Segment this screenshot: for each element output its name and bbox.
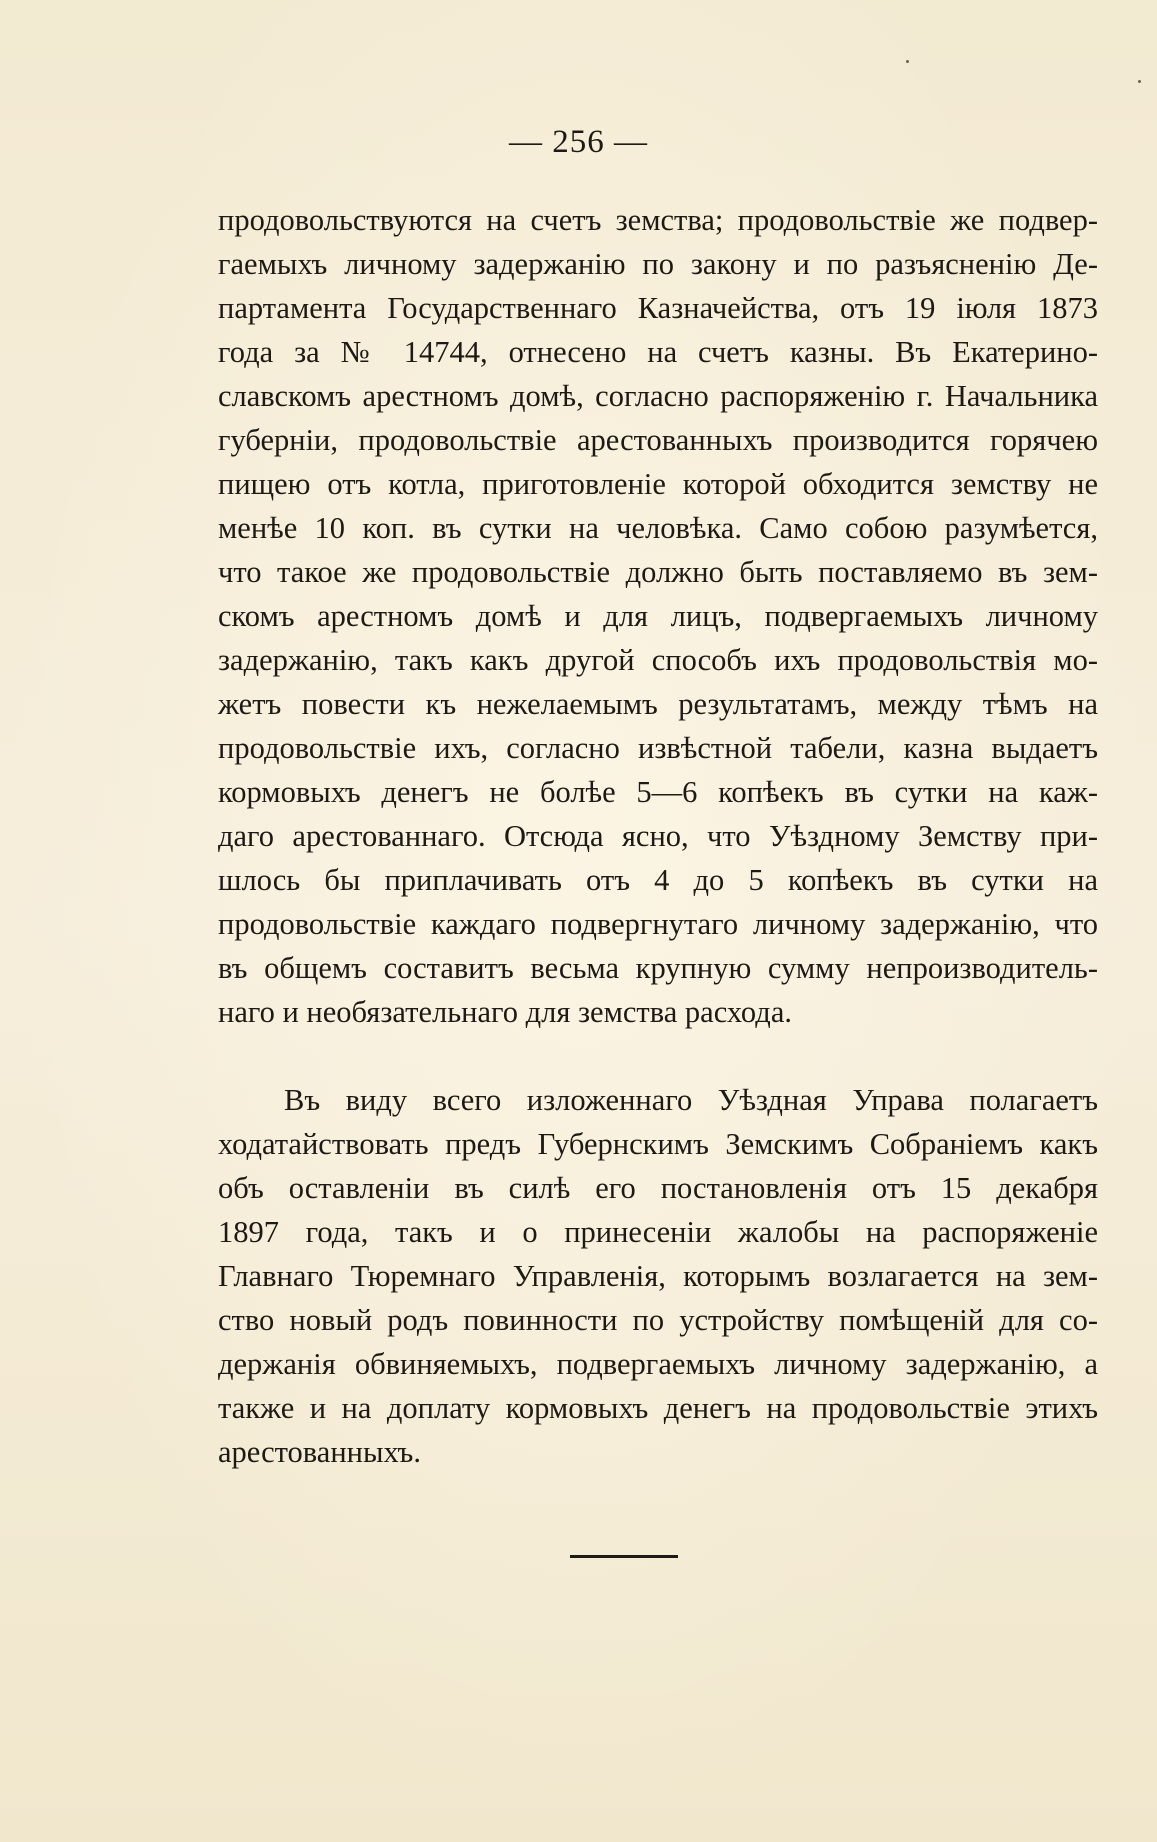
text-line: менѣе 10 коп. въ сутки на человѣка. Само собою разумѣется,	[218, 511, 1098, 545]
text-line: года за № 14744, отнесено на счетъ казны. Въ Екатерино-	[218, 335, 1098, 369]
text-line: даго арестованнаго. Отсюда ясно, что Уѣздному Земству при-	[218, 819, 1098, 853]
text-line: кормовыхъ денегъ не болѣе 5—6 копѣекъ въ сутки на каж-	[218, 775, 1098, 809]
text-line: ходатайствовать предъ Губернскимъ Земскимъ Собраніемъ какъ	[218, 1127, 1098, 1161]
text-line: продовольствіе ихъ, согласно извѣстной табели, казна выдаетъ	[218, 731, 1098, 765]
text-line: задержанію, такъ какъ другой способъ ихъ продовольствія мо-	[218, 643, 1098, 677]
text-line: продовольствуются на счетъ земства; продовольствіе же подвер-	[218, 203, 1098, 237]
text-line: что такое же продовольствіе должно быть поставляемо въ зем-	[218, 555, 1098, 589]
text-line: шлось бы приплачивать отъ 4 до 5 копѣекъ въ сутки на	[218, 863, 1098, 897]
text-line: жетъ повести къ нежелаемымъ результатамъ, между тѣмъ на	[218, 687, 1098, 721]
text-line: гаемыхъ личному задержанію по закону и по разъясненію Де-	[218, 247, 1098, 281]
text-line: губерніи, продовольствіе арестованныхъ производится горячею	[218, 423, 1098, 457]
paragraph-2	[218, 1078, 1098, 1474]
text-line: объ оставленіи въ силѣ его постановленія отъ 15 декабря	[218, 1171, 1098, 1205]
text-line: пищею отъ котла, приготовленіе которой обходится земству не	[218, 467, 1098, 501]
text-line: арестованныхъ.	[218, 1435, 421, 1469]
text-line: скомъ арестномъ домѣ и для лицъ, подвергаемыхъ личному	[218, 599, 1098, 633]
text-line: Въ виду всего изложеннаго Уѣздная Управа полагаетъ	[284, 1083, 1098, 1117]
text-line: Главнаго Тюремнаго Управленія, которымъ возлагается на зем-	[218, 1259, 1098, 1293]
paragraph-1	[218, 198, 1098, 1034]
section-end-rule	[570, 1555, 678, 1558]
text-line: также и на доплату кормовыхъ денегъ на продовольствіе этихъ	[218, 1391, 1098, 1425]
text-line: ство новый родъ повинности по устройству помѣщеній для со-	[218, 1303, 1098, 1337]
text-line: 1897 года, такъ и о принесеніи жалобы на распоряженіе	[218, 1215, 1098, 1249]
text-line: наго и необязательнаго для земства расхода.	[218, 995, 792, 1029]
paper-speck	[906, 60, 909, 63]
page-number: — 256 —	[509, 124, 648, 160]
text-line: славскомъ арестномъ домѣ, согласно распоряженію г. Начальника	[218, 379, 1098, 413]
text-line: въ общемъ составитъ весьма крупную сумму непроизводитель-	[218, 951, 1098, 985]
text-line: партамента Государственнаго Казначейства, отъ 19 іюля 1873	[218, 291, 1098, 325]
text-line: держанія обвиняемыхъ, подвергаемыхъ личному задержанію, а	[218, 1347, 1098, 1381]
paper-speck	[1138, 80, 1141, 83]
text-line: продовольствіе каждаго подвергнутаго личному задержанію, что	[218, 907, 1098, 941]
